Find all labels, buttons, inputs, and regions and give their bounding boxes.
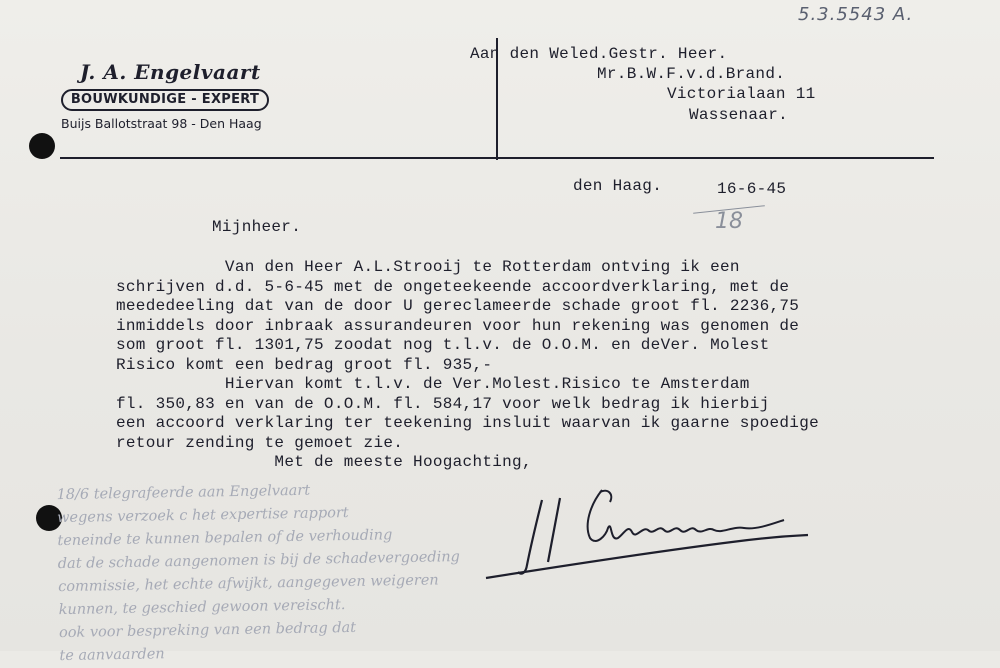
recipient-line-3: Victorialaan 11 [667, 85, 816, 103]
letter-body [116, 258, 956, 473]
note-line: kunnen, te geschied gewoon vereischt. [58, 597, 346, 619]
note-line: commissie, het echte afwijkt, aangegeven weigeren [58, 572, 439, 596]
body-line: meededeeling dat van de door U gereclameerde schade groot fl. 2236,75 [116, 297, 800, 315]
letterhead-title: BOUWKUNDIGE - EXPERT [61, 89, 269, 111]
recipient-line-1: Aan den Weled.Gestr. Heer. [470, 45, 728, 63]
salutation: Mijnheer. [212, 218, 302, 236]
body-line: een accoord verklaring ter teekening insluit waarvan ik gaarne spoedige [116, 414, 820, 432]
handwritten-pencil-note [56, 476, 529, 668]
closing-line: Met de meeste Hoogachting, [116, 453, 532, 471]
body-line: inmiddels door inbraak assurandeuren voor hun rekening was genomen de [116, 316, 800, 335]
body-line: Hiervan komt t.l.v. de Ver.Molest.Risico te Amsterdam [116, 375, 750, 393]
note-line: dat de schade aangenomen is bij de schadevergoeding [57, 549, 461, 573]
recipient-line-4: Wassenaar. [689, 106, 789, 124]
date-value: 16-6-45 [717, 180, 787, 198]
handwritten-date-note: 18 [715, 209, 743, 234]
letterhead-name: J. A. Engelvaart [80, 60, 261, 84]
body-line: retour zending te gemoet zie. [116, 433, 404, 452]
body-line: Risico komt een bedrag groot fl. 935,- [116, 355, 493, 374]
note-line: teneinde te kunnen bepalen of de verhouding [57, 527, 393, 550]
note-line: wegens verzoek c het expertise rapport [56, 505, 349, 527]
recipient-line-2: Mr.B.W.F.v.d.Brand. [597, 65, 786, 83]
body-line: fl. 350,83 en van de O.O.M. fl. 584,17 voor welk bedrag ik hierbij [116, 394, 770, 413]
note-line: te aanvaarden [59, 646, 165, 665]
date-city: den Haag. [573, 177, 663, 195]
archive-reference: 5.3.5543 A. [798, 4, 914, 25]
signature [482, 480, 812, 590]
body-line: schrijven d.d. 5-6-45 met de ongeteekeende accoordverklaring, met de [116, 277, 790, 296]
body-line: Van den Heer A.L.Strooij te Rotterdam ontving ik een [116, 258, 740, 276]
note-line: 18/6 telegrafeerde aan Engelvaart [56, 482, 311, 504]
body-line: som groot fl. 1301,75 zoodat nog t.l.v. de O.O.M. en deVer. Molest [116, 336, 770, 354]
note-line: ook voor bespreking van een bedrag dat [58, 619, 357, 642]
letterhead-address: Buijs Ballotstraat 98 - Den Haag [61, 116, 262, 131]
punch-hole-top [29, 133, 55, 159]
header-divider-horizontal [60, 157, 934, 159]
